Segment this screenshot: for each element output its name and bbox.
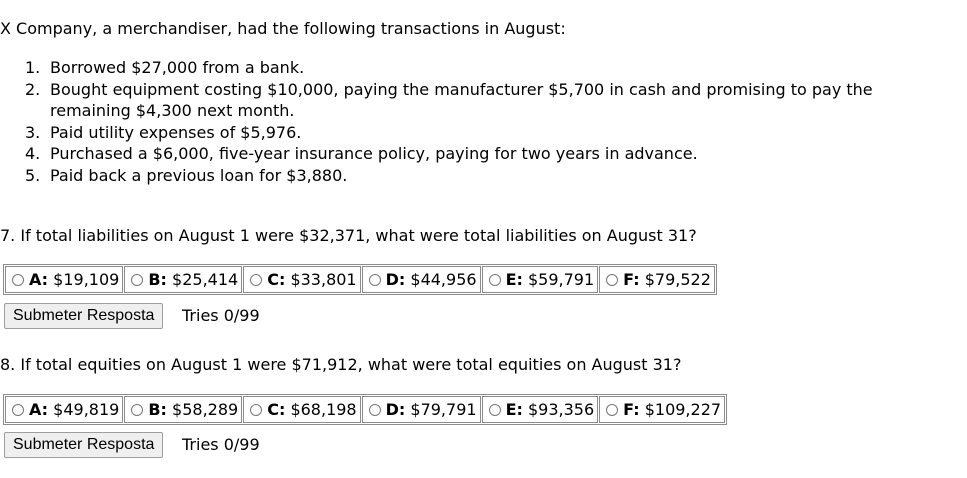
question-7-option-c[interactable] (243, 266, 360, 293)
question-8-tries: Tries 0/99 (182, 435, 260, 454)
option-letter: A: (29, 400, 49, 419)
transaction-list (25, 57, 930, 186)
radio-unchecked-icon[interactable] (606, 404, 618, 416)
list-item-text: Paid back a previous loan for $3,880. (50, 165, 348, 185)
radio-unchecked-icon[interactable] (489, 274, 501, 286)
option-letter: D: (385, 400, 406, 419)
question-8-submit-button[interactable]: Submeter Resposta (4, 432, 163, 458)
option-letter: B: (148, 400, 167, 419)
list-item (25, 122, 930, 144)
list-item-number: 1. (25, 58, 41, 77)
question-7-submit-button[interactable]: Submeter Resposta (4, 303, 163, 329)
option-letter: A: (29, 270, 49, 289)
radio-unchecked-icon[interactable] (369, 274, 381, 286)
question-7-option-b[interactable] (124, 266, 242, 293)
radio-unchecked-icon[interactable] (606, 274, 618, 286)
list-item-number: 4. (25, 144, 41, 163)
question-7-text: 7. If total liabilities on August 1 were $32,371, what were total liabilities on August 31? (0, 226, 697, 245)
option-value: $59,791 (527, 270, 595, 289)
list-item (25, 143, 930, 165)
option-letter: C: (267, 400, 286, 419)
list-item-number: 5. (25, 165, 41, 185)
list-item-text: Purchased a $6,000, five-year insurance policy, paying for two years in advance. (50, 144, 698, 163)
option-letter: B: (148, 270, 167, 289)
question-7-option-f[interactable] (599, 266, 715, 293)
option-letter: F: (623, 400, 640, 419)
radio-unchecked-icon[interactable] (131, 404, 143, 416)
question-8-option-e[interactable] (482, 396, 599, 423)
option-value: $33,801 (290, 270, 357, 289)
option-letter: F: (623, 270, 640, 289)
list-item (25, 165, 930, 187)
list-item-text: Bought equipment costing $10,000, paying the manufacturer $5,700 in cash and promising to pay the remaining $4,300 next month. (50, 79, 873, 120)
option-value: $49,819 (53, 400, 120, 419)
list-item-text: Paid utility expenses of $5,976. (50, 122, 302, 142)
option-value: $93,356 (527, 400, 595, 419)
option-value: $44,956 (410, 270, 477, 289)
option-value: $58,289 (172, 400, 239, 419)
problem-intro: X Company, a merchandiser, had the following transactions in August: (0, 19, 566, 38)
question-7-tries: Tries 0/99 (182, 306, 260, 325)
option-letter: C: (267, 270, 286, 289)
question-7-option-d[interactable] (362, 266, 481, 293)
question-7-option-a[interactable] (5, 266, 123, 293)
question-7-options (3, 264, 717, 295)
option-value: $79,522 (644, 270, 711, 289)
question-8-option-b[interactable] (124, 396, 242, 423)
question-8-option-f[interactable] (599, 396, 725, 423)
radio-unchecked-icon[interactable] (489, 404, 501, 416)
radio-unchecked-icon[interactable] (131, 274, 143, 286)
list-item-number: 3. (25, 122, 41, 142)
option-value: $68,198 (290, 400, 357, 419)
option-value: $109,227 (644, 400, 722, 419)
question-8-option-d[interactable] (362, 396, 481, 423)
option-letter: D: (385, 270, 406, 289)
radio-unchecked-icon[interactable] (12, 404, 24, 416)
question-8-option-c[interactable] (243, 396, 360, 423)
list-item (25, 79, 930, 122)
option-value: $19,109 (53, 270, 120, 289)
option-value: $79,791 (410, 400, 477, 419)
radio-unchecked-icon[interactable] (250, 404, 262, 416)
question-8-text: 8. If total equities on August 1 were $71,912, what were total equities on August 31? (0, 355, 682, 374)
option-letter: E: (505, 400, 523, 419)
option-letter: E: (505, 270, 523, 289)
option-value: $25,414 (172, 270, 239, 289)
list-item-text: Borrowed $27,000 from a bank. (50, 58, 305, 77)
list-item-number: 2. (25, 79, 41, 99)
list-item (25, 57, 930, 79)
question-8-option-a[interactable] (5, 396, 123, 423)
question-7-option-e[interactable] (482, 266, 599, 293)
radio-unchecked-icon[interactable] (369, 404, 381, 416)
radio-unchecked-icon[interactable] (12, 274, 24, 286)
radio-unchecked-icon[interactable] (250, 274, 262, 286)
question-8-options (3, 394, 727, 425)
